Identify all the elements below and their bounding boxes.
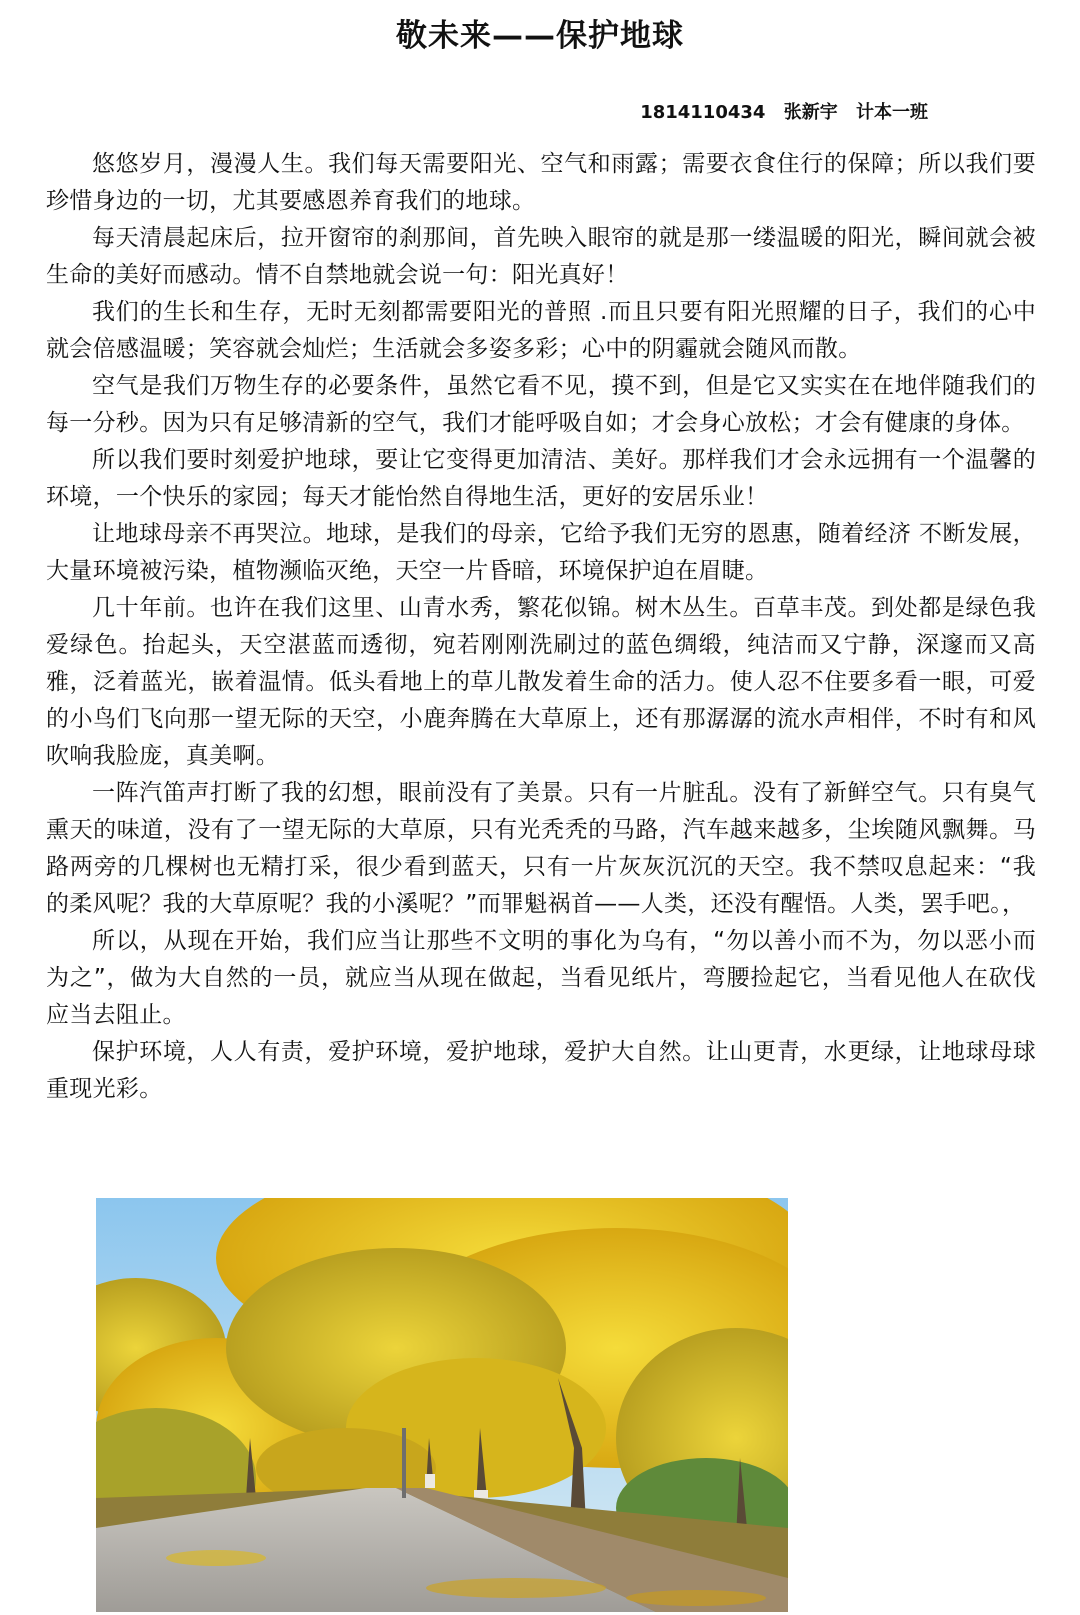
paragraph: 一阵汽笛声打断了我的幻想，眼前没有了美景。只有一片脏乱。没有了新鲜空气。只有臭气熏天的味道，没有了一望无际的大草原，只有光秃秃的马路，汽车越来越多，尘埃随风飘舞。马路两旁的几棵树也无精打采，很少看到蓝天，只有一片灰灰沉沉的天空。我不禁叹息起来：“我的柔风呢？我的大草原呢？我的小溪呢？”而罪魁祸首——人类，还没有醒悟。人类，罢手吧。，: [46, 780, 1036, 917]
page-title: 敬未来——保护地球: [396, 18, 684, 54]
article-body: [46, 146, 1036, 1108]
author-byline: [640, 98, 928, 128]
class-name: 计本一班: [856, 102, 928, 123]
paragraph: 我们的生长和生存，无时无刻都需要阳光的普照 .而且只要有阳光照耀的日子，我们的心中就会倍感温暖；笑容就会灿烂；生活就会多姿多彩；心中的阴霾就会随风而散。: [46, 299, 1036, 362]
paragraph: 空气是我们万物生存的必要条件，虽然它看不见，摸不到，但是它又实实在在地伴随我们的每一分秒。因为只有足够清新的空气，我们才能呼吸自如；才会身心放松；才会有健康的身体。: [46, 373, 1036, 436]
paragraph: 所以我们要时刻爱护地球，要让它变得更加清洁、美好。那样我们才会永远拥有一个温馨的环境，一个快乐的家园；每天才能怡然自得地生活，更好的安居乐业！: [46, 447, 1036, 510]
tree-lined-road-illustration: [96, 1198, 788, 1612]
autumn-road-photo: [96, 1198, 788, 1612]
paragraph: 每天清晨起床后，拉开窗帘的刹那间，首先映入眼帘的就是那一缕温暖的阳光，瞬间就会被生命的美好而感动。情不自禁地就会说一句：阳光真好！: [46, 225, 1036, 288]
paragraph: 所以，从现在开始，我们应当让那些不文明的事化为乌有，“勿以善小而不为，勿以恶小而为之”，做为大自然的一员，就应当从现在做起，当看见纸片，弯腰捡起它，当看见他人在砍伐应当去阻止。: [46, 928, 1036, 1028]
paragraph: 几十年前。也许在我们这里、山青水秀，繁花似锦。树木丛生。百草丰茂。到处都是绿色我爱绿色。抬起头，天空湛蓝而透彻，宛若刚刚洗刷过的蓝色绸缎，纯洁而又宁静，深邃而又高雅，泛着蓝光，嵌着温情。低头看地上的草儿散发着生命的活力。使人忍不住要多看一眼，可爱的小鸟们飞向那一望无际的天空，小鹿奔腾在大草原上，还有那潺潺的流水声相伴，不时有和风吹响我脸庞，真美啊。: [46, 595, 1036, 769]
paragraph: 让地球母亲不再哭泣。地球，是我们的母亲，它给予我们无穷的恩惠，随着经济 不断发展，大量环境被污染，植物濒临灭绝，天空一片昏暗，环境保护迫在眉睫。: [46, 521, 1036, 584]
student-id: 1814110434: [640, 102, 766, 123]
author-name: 张新宇: [783, 102, 838, 123]
paragraph: 保护环境，人人有责，爱护环境，爱护地球，爱护大自然。让山更青，水更绿，让地球母球重现光彩。: [46, 1039, 1036, 1102]
paragraph: 悠悠岁月，漫漫人生。我们每天需要阳光、空气和雨露；需要衣食住行的保障；所以我们要珍惜身边的一切，尤其要感恩养育我们的地球。: [46, 151, 1036, 214]
